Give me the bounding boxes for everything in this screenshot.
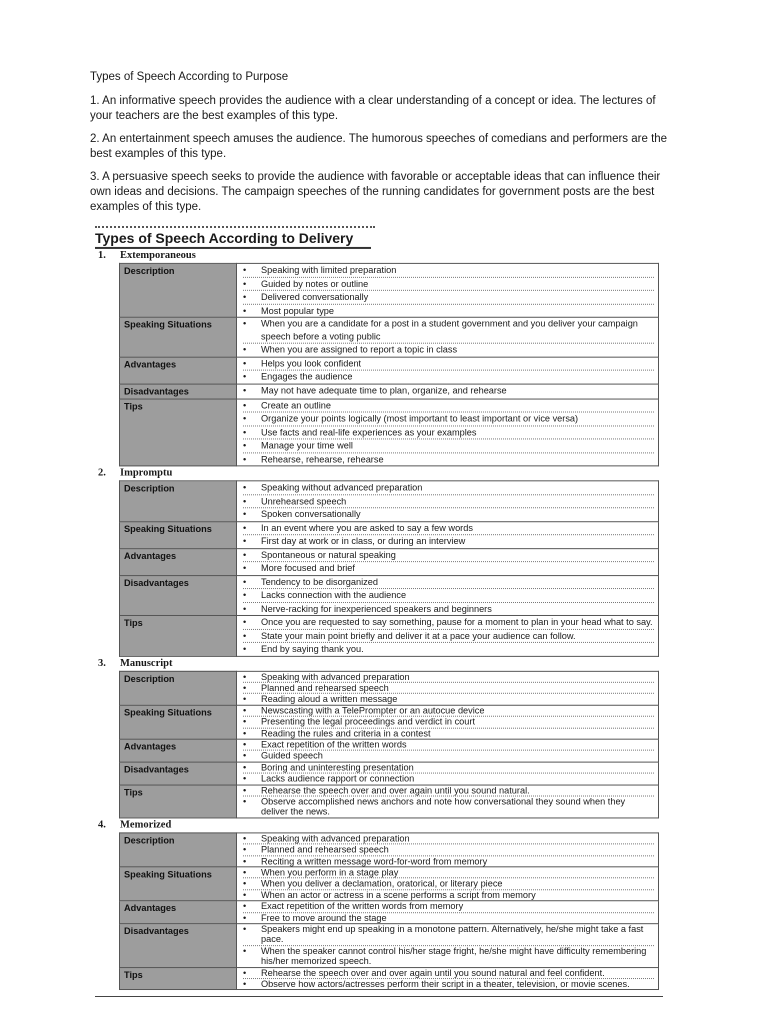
list-item [243, 671, 654, 682]
list-item [243, 643, 654, 655]
item-text: Observe accomplished news anchors and note how conversational they sound when they deliver the news. [261, 796, 626, 817]
purpose-title: Types of Speech According to Purpose [90, 71, 289, 83]
list-item [243, 264, 654, 277]
item-text: Newscasting with a TelePrompter or an autocue device [261, 705, 485, 716]
item-text: Planned and rehearsed speech [261, 844, 389, 855]
bullet-icon: • [243, 844, 247, 855]
table-memorized [119, 832, 659, 990]
list-item [243, 481, 654, 494]
bullet-icon: • [243, 682, 247, 693]
row-items [237, 521, 659, 548]
bullet-icon: • [243, 318, 247, 329]
list-item [243, 785, 654, 796]
row-label: Disadvantages [120, 924, 237, 968]
item-text: Tendency to be disorganized [261, 576, 378, 587]
row-label: Speaking Situations [120, 521, 237, 548]
bullet-icon: • [243, 867, 247, 878]
bullet-icon: • [243, 630, 247, 641]
list-item [243, 291, 654, 304]
section-number: 4. [98, 819, 106, 831]
list-item [243, 751, 654, 761]
section-heading-extemporaneous [98, 249, 665, 263]
list-item [243, 318, 654, 344]
list-item [243, 562, 654, 574]
item-text: Presenting the legal proceedings and verdict in court [261, 716, 475, 727]
row-label: Description [120, 833, 237, 867]
item-text: Guided speech [261, 750, 323, 761]
item-text: When the speaker cannot control his/her stage fright, he/she might have difficulty remembering his/her memorized speech. [261, 945, 647, 967]
list-item [243, 705, 654, 716]
row-items [237, 615, 659, 655]
list-item [243, 694, 654, 704]
row-label: Tips [120, 785, 237, 818]
list-item [243, 522, 654, 535]
page-bottom-rule [95, 996, 663, 997]
bullet-icon: • [243, 549, 247, 560]
item-text: Lacks connection with the audience [261, 590, 407, 601]
bullet-icon: • [243, 482, 247, 493]
bullet-icon: • [243, 278, 247, 289]
list-item [243, 796, 654, 817]
table-row [120, 705, 659, 739]
row-items [237, 357, 659, 384]
table-manuscript [119, 670, 659, 818]
table-row [120, 263, 659, 317]
item-text: End by saying thank you. [261, 643, 364, 654]
row-label: Disadvantages [120, 762, 237, 785]
bullet-icon: • [243, 400, 247, 411]
item-text: Delivered conversationally [261, 291, 369, 302]
section-name: Memorized [120, 819, 172, 831]
row-items [237, 317, 659, 356]
list-item [243, 453, 654, 465]
table-row [120, 901, 659, 924]
table-row [120, 867, 659, 901]
bullet-icon: • [243, 901, 247, 912]
item-text: Observe how actors/actresses perform their script in a theater, television, or movie scenes. [261, 979, 630, 990]
item-text: Reading aloud a written message [261, 694, 398, 705]
table-row [120, 575, 659, 615]
item-text: Speaking with limited preparation [261, 264, 397, 275]
bullet-icon: • [243, 833, 247, 844]
bullet-icon: • [243, 264, 247, 275]
item-text: Free to move around the stage [261, 912, 387, 923]
item-text: When you perform in a stage play [261, 867, 399, 878]
bullet-icon: • [243, 912, 247, 923]
row-label: Description [120, 481, 237, 521]
bullet-icon: • [243, 426, 247, 437]
bullet-icon: • [243, 694, 247, 705]
section-number: 2. [98, 467, 106, 479]
item-text: When you deliver a declamation, oratorical, or literary piece [261, 878, 503, 889]
list-item [243, 304, 654, 316]
table-row [120, 785, 659, 818]
bullet-icon: • [243, 385, 247, 396]
list-item [243, 508, 654, 520]
item-text: When you are a candidate for a post in a student government and you deliver your campaign speech before a voting public [261, 318, 638, 342]
list-item [243, 535, 654, 547]
table-row [120, 762, 659, 785]
list-item [243, 344, 654, 356]
bullet-icon: • [243, 890, 247, 901]
item-text: Guided by notes or outline [261, 278, 369, 289]
section-heading-memorized [98, 818, 665, 832]
item-text: Lacks audience rapport or connection [261, 773, 415, 784]
item-text: Rehearse the speech over and over again until you sound natural and feel confident. [261, 967, 605, 978]
row-label: Speaking Situations [120, 867, 237, 901]
bullet-icon: • [243, 979, 247, 990]
bullet-icon: • [243, 796, 247, 807]
table-row [120, 671, 659, 705]
purpose-section [90, 70, 680, 223]
list-item [243, 901, 654, 912]
section-number: 3. [98, 657, 106, 669]
list-item [243, 413, 654, 426]
list-item [243, 277, 654, 290]
row-items [237, 785, 659, 818]
item-text: Use facts and real-life experiences as your examples [261, 426, 477, 437]
row-items [237, 762, 659, 785]
list-item [243, 856, 654, 866]
item-text: Once you are requested to say something, pause for a moment to plan in your head what to say. [261, 616, 653, 627]
item-text: Engages the audience [261, 371, 353, 382]
list-item [243, 717, 654, 728]
bullet-icon: • [243, 413, 247, 424]
bullet-icon: • [243, 291, 247, 302]
item-text: Manage your time well [261, 440, 353, 451]
bullet-icon: • [243, 344, 247, 355]
row-items [237, 384, 659, 399]
bullet-icon: • [243, 358, 247, 369]
bullet-icon: • [243, 878, 247, 889]
row-label: Speaking Situations [120, 317, 237, 356]
section-name: Impromptu [120, 467, 173, 479]
list-item [243, 426, 654, 439]
table-row [120, 357, 659, 384]
bullet-icon: • [243, 750, 247, 761]
section-heading-manuscript [98, 656, 665, 670]
purpose-item-informative: 1. An informative speech provides the audience with a clear understanding of a concept or idea. The lectures of your teachers are the best examples of this type. [90, 95, 656, 122]
bullet-icon: • [243, 739, 247, 750]
item-text: Rehearse the speech over and over again until you sound natural. [261, 785, 530, 796]
table-row [120, 924, 659, 968]
bullet-icon: • [243, 522, 247, 533]
table-row [120, 399, 659, 466]
item-text: More focused and brief [261, 563, 355, 574]
list-item [243, 549, 654, 562]
row-label: Disadvantages [120, 575, 237, 615]
item-text: Reciting a written message word-for-word from memory [261, 855, 488, 866]
bullet-icon: • [243, 576, 247, 587]
bullet-icon: • [243, 440, 247, 451]
item-text: Speaking without advanced preparation [261, 482, 423, 493]
row-items [237, 671, 659, 705]
list-item [243, 979, 654, 989]
row-items [237, 924, 659, 968]
purpose-item-entertainment: 2. An entertainment speech amuses the audience. The humorous speeches of comedians and performers are the best examples of this type. [90, 133, 668, 160]
row-label: Tips [120, 967, 237, 990]
list-item [243, 576, 654, 589]
bullet-icon: • [243, 495, 247, 506]
bullet-icon: • [243, 671, 247, 682]
row-label: Advantages [120, 739, 237, 762]
list-item [243, 913, 654, 923]
item-text: Exact repetition of the written words [261, 739, 407, 750]
bullet-icon: • [243, 705, 247, 716]
item-text: Helps you look confident [261, 358, 362, 369]
section-name: Manuscript [120, 657, 173, 669]
bullet-icon: • [243, 453, 247, 464]
row-label: Advantages [120, 548, 237, 575]
bullet-icon: • [243, 762, 247, 773]
list-item [243, 399, 654, 412]
list-item [243, 879, 654, 890]
item-text: Nerve-racking for inexperienced speakers and beginners [261, 603, 492, 614]
item-text: Planned and rehearsed speech [261, 682, 389, 693]
item-text: May not have adequate time to plan, organize, and rehearse [261, 385, 507, 396]
row-label: Advantages [120, 357, 237, 384]
bullet-icon: • [243, 371, 247, 382]
row-items [237, 901, 659, 924]
row-items [237, 739, 659, 762]
row-items [237, 575, 659, 615]
table-row [120, 384, 659, 399]
bullet-icon: • [243, 716, 247, 727]
list-item [243, 728, 654, 738]
item-text: Speaking with advanced preparation [261, 671, 410, 682]
bullet-icon: • [243, 536, 247, 547]
list-item [243, 603, 654, 615]
bullet-icon: • [243, 643, 247, 654]
item-text: Speakers might end up speaking in a monotone pattern. Alternatively, he/she might take a fast pace. [261, 924, 644, 945]
table-row [120, 317, 659, 356]
table-row [120, 967, 659, 990]
bullet-icon: • [243, 616, 247, 627]
bullet-icon: • [243, 773, 247, 784]
list-item [243, 357, 654, 370]
list-item [243, 946, 654, 967]
item-text: Spontaneous or natural speaking [261, 549, 396, 560]
item-text: First day at work or in class, or during an interview [261, 536, 466, 547]
row-label: Speaking Situations [120, 705, 237, 739]
row-label: Disadvantages [120, 384, 237, 399]
table-row [120, 548, 659, 575]
list-item [243, 629, 654, 642]
row-items [237, 263, 659, 317]
list-item [243, 924, 654, 946]
list-item [243, 968, 654, 979]
delivery-title: Types of Speech According to Delivery [95, 230, 371, 249]
row-items [237, 481, 659, 521]
bullet-icon: • [243, 509, 247, 520]
table-row [120, 739, 659, 762]
item-text: Reading the rules and criteria in a contest [261, 728, 431, 739]
list-item [243, 683, 654, 694]
item-text: Boring and uninteresting presentation [261, 762, 414, 773]
list-item [243, 774, 654, 784]
row-items [237, 867, 659, 901]
item-text: Speaking with advanced preparation [261, 833, 410, 844]
delivery-section [95, 226, 665, 990]
row-items [237, 399, 659, 466]
table-row [120, 615, 659, 655]
item-text: Create an outline [261, 400, 331, 411]
list-item [243, 833, 654, 844]
list-item [243, 740, 654, 751]
item-text: State your main point briefly and deliver it at a pace your audience can follow. [261, 630, 576, 641]
bullet-icon: • [243, 924, 247, 935]
row-label: Advantages [120, 901, 237, 924]
row-items [237, 967, 659, 990]
table-extemporaneous [119, 263, 659, 466]
item-text: In an event where you are asked to say a few words [261, 522, 473, 533]
list-item [243, 589, 654, 602]
row-items [237, 833, 659, 867]
bullet-icon: • [243, 855, 247, 866]
item-text: Rehearse, rehearse, rehearse [261, 453, 384, 464]
table-impromptu [119, 480, 659, 656]
list-item [243, 616, 654, 629]
item-text: Spoken conversationally [261, 509, 361, 520]
section-number: 1. [98, 249, 106, 261]
bullet-icon: • [243, 945, 247, 956]
bullet-icon: • [243, 603, 247, 614]
row-label: Description [120, 263, 237, 317]
bullet-icon: • [243, 785, 247, 796]
item-text: When an actor or actress in a scene performs a script from memory [261, 890, 536, 901]
section-heading-impromptu [98, 466, 665, 480]
bullet-icon: • [243, 563, 247, 574]
bullet-icon: • [243, 967, 247, 978]
row-label: Tips [120, 399, 237, 466]
row-items [237, 705, 659, 739]
list-item [243, 890, 654, 900]
list-item [243, 867, 654, 878]
list-item [243, 845, 654, 856]
purpose-item-persuasive: 3. A persuasive speech seeks to provide the audience with favorable or acceptable ideas that can influence their own ideas and decisions. The campaign speeches of the running candidates for government posts are the best examples of this type. [90, 171, 661, 213]
list-item [243, 384, 654, 396]
table-row [120, 833, 659, 867]
list-item [243, 371, 654, 383]
row-label: Tips [120, 615, 237, 655]
table-row [120, 481, 659, 521]
section-name: Extemporaneous [120, 249, 196, 261]
item-text: When you are assigned to report a topic in class [261, 344, 458, 355]
row-label: Description [120, 671, 237, 705]
table-row [120, 521, 659, 548]
bullet-icon: • [243, 728, 247, 739]
list-item [243, 762, 654, 773]
item-text: Most popular type [261, 305, 335, 316]
bullet-icon: • [243, 305, 247, 316]
list-item [243, 495, 654, 508]
item-text: Exact repetition of the written words from memory [261, 901, 464, 912]
list-item [243, 439, 654, 452]
item-text: Organize your points logically (most important to least important or vice versa) [261, 413, 579, 424]
bullet-icon: • [243, 590, 247, 601]
title-dotted-rule [95, 226, 375, 228]
item-text: Unrehearsed speech [261, 495, 347, 506]
row-items [237, 548, 659, 575]
